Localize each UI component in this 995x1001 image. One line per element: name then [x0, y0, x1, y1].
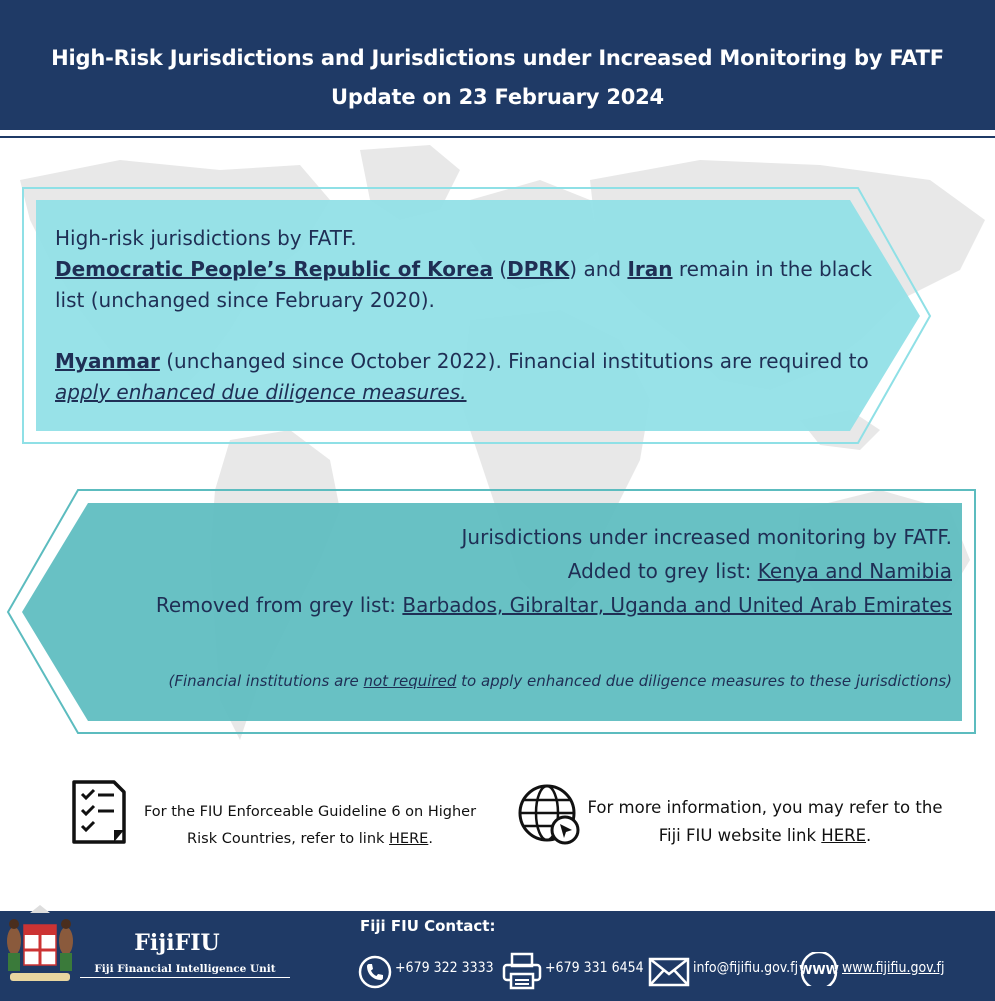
note-prefix: (Financial institutions are: [168, 672, 364, 690]
website-here-link[interactable]: HERE: [821, 826, 867, 845]
phone-number: +679 322 3333: [395, 960, 494, 976]
email-address[interactable]: info@fijifiu.gov.fj: [693, 960, 799, 976]
www-label: WWW: [799, 963, 839, 977]
grey-list-content: [60, 520, 952, 622]
coat-of-arms-icon: [0, 903, 80, 997]
guideline-here-link[interactable]: HERE: [389, 831, 429, 847]
website-info: [585, 794, 945, 850]
guideline-info: [135, 799, 485, 853]
page-title: High-Risk Jurisdictions and Jurisdictions under Increased Monitoring by FATF: [51, 46, 944, 70]
contact-title: Fiji FIU Contact:: [360, 917, 496, 935]
high-risk-heading: High-risk jurisdictions by FATF.: [55, 226, 357, 250]
globe-cursor-icon: [517, 783, 583, 847]
note-suffix: to apply enhanced due diligence measures to these jurisdictions): [456, 672, 952, 690]
fiu-name: FijiFIU: [134, 930, 220, 956]
www-icon: [798, 952, 840, 986]
not-required-link[interactable]: not required: [363, 672, 457, 690]
dprk-abbr-link[interactable]: DPRK: [507, 257, 570, 281]
website-text: For more information, you may refer to the Fiji FIU website link: [587, 798, 943, 845]
added-label: Added to grey list:: [567, 559, 758, 583]
footer: [0, 897, 995, 1001]
added-countries-link[interactable]: Kenya and Namibia: [757, 559, 952, 583]
iran-link[interactable]: Iran: [627, 257, 673, 281]
email-icon: [648, 957, 690, 987]
removed-countries-link[interactable]: Barbados, Gibraltar, Uganda and United Arab Emirates: [402, 593, 952, 617]
fax-number: +679 331 6454: [545, 960, 644, 976]
website-link[interactable]: www.fijifiu.gov.fj: [842, 960, 945, 976]
checklist-icon: [70, 778, 128, 846]
grey-list-heading: Jurisdictions under increased monitoring by FATF.: [461, 525, 952, 549]
black-list-text: remain in the black list (unchanged since February 2020).: [55, 257, 873, 312]
myanmar-link[interactable]: Myanmar: [55, 349, 160, 373]
dprk-link[interactable]: Democratic People’s Republic of Korea: [55, 257, 493, 281]
myanmar-text: (unchanged since October 2022). Financial institutions are required to: [159, 349, 869, 373]
phone-icon: [358, 955, 392, 989]
grey-list-note: [60, 668, 952, 694]
fiu-full-name: Fiji Financial Intelligence Unit: [80, 963, 290, 978]
page-subtitle: Update on 23 February 2024: [331, 85, 664, 109]
paren-open: (: [492, 257, 508, 281]
fax-icon: [502, 952, 542, 990]
paren-and-text: ) and: [569, 257, 628, 281]
guideline-text: For the FIU Enforceable Guideline 6 on Higher Risk Countries, refer to link: [143, 804, 477, 847]
edd-link[interactable]: apply enhanced due diligence measures.: [55, 380, 467, 404]
guideline-period: .: [428, 831, 433, 847]
removed-label: Removed from grey list:: [155, 593, 403, 617]
high-risk-content: [55, 223, 905, 408]
website-period: .: [866, 826, 872, 845]
